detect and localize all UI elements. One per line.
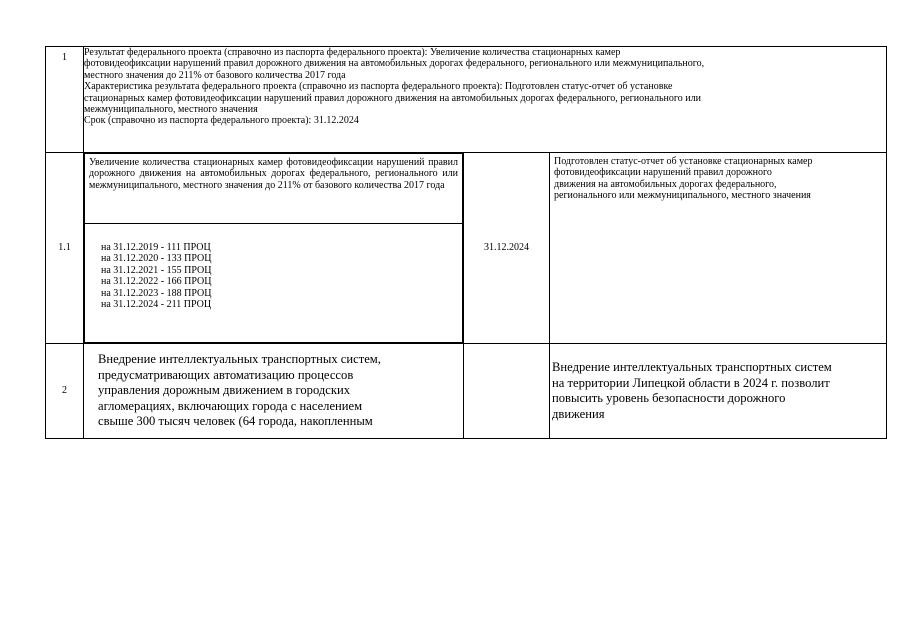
text-line: движения [552,406,605,421]
text-line: предусматривающих автоматизацию процессов [98,367,354,382]
text-line: Характеристика результата федерального проекта (справочно из паспорта федерального проекта): Подготовлен статус-отчет об установке [84,81,673,93]
text-line: фотовидеофиксации нарушений правил дорожного движения на автомобильных дорогах федерального, регионального или межмуниципального, [84,58,705,70]
text-line: межмуниципального, местного значения [84,104,258,116]
text-line: регионального или межмуниципального, местного значения [554,190,811,202]
text-line: стационарных камер фотовидеофиксации нарушений правил дорожного движения на автомобильных дорогах федерального, регионального или [84,92,701,104]
document-table [45,46,887,439]
text-line: Подготовлен статус-отчет об установке стационарных камер [554,156,813,167]
result-cell [550,344,887,439]
text-line: на территории Липецкой области в 2024 г. позволит [552,375,830,390]
row-number: 1.1 [46,153,84,344]
table-row-1 [46,47,887,153]
table-row-2 [46,344,887,439]
milestone-item: на 31.12.2019 - 111 ПРОЦ [101,242,211,253]
text-line: свыше 300 тысяч человек (64 города, накопленным [98,414,373,429]
milestones-list [85,224,463,343]
milestone-item: на 31.12.2023 - 188 ПРОЦ [101,287,212,299]
milestone-item: на 31.12.2022 - 166 ПРОЦ [101,276,212,288]
project-result-cell [84,47,887,153]
row-number: 1 [46,47,84,153]
table-row-1-1 [46,153,887,344]
text-line: повысить уровень безопасности дорожного [552,391,786,406]
deadline-cell [464,344,550,439]
text-line: местного значения до 211% от базового количества 2017 года [84,69,346,81]
text-line: агломерациях, включающих города с населением [98,398,363,413]
milestone-item: на 31.12.2024 - 211 ПРОЦ [101,299,212,311]
deadline-cell: 31.12.2024 [464,153,550,344]
text-line: фотовидеофиксации нарушений правил дорожного [554,167,772,179]
milestone-item: на 31.12.2020 - 133 ПРОЦ [101,253,212,265]
milestone-item: на 31.12.2021 - 155 ПРОЦ [101,264,212,276]
text-line: Внедрение интеллектуальных транспортных систем [552,360,832,374]
indicator-title: Увеличение количества стационарных камер фотовидеофиксации нарушений правил дорожного движения на автомобильных дорогах федерального, регионального или межмуниципального, местного значения до 211% от базового количества 2017 года [85,154,463,224]
result-cell [550,153,887,344]
text-line: Результат федерального проекта (справочно из паспорта федерального проекта): Увеличение количества стационарных камер [84,47,621,58]
row-number: 2 [46,344,84,439]
text-line: Срок (справочно из паспорта федерального проекта): 31.12.2024 [84,115,359,127]
indicator-inner-table [84,153,463,343]
text-line: движения на автомобильных дорогах федерального, [554,178,777,190]
text-line: Внедрение интеллектуальных транспортных систем, [98,352,381,366]
indicator-cell [84,153,464,344]
text-line: управления дорожным движением в городских [98,383,351,398]
measure-description [84,344,464,439]
